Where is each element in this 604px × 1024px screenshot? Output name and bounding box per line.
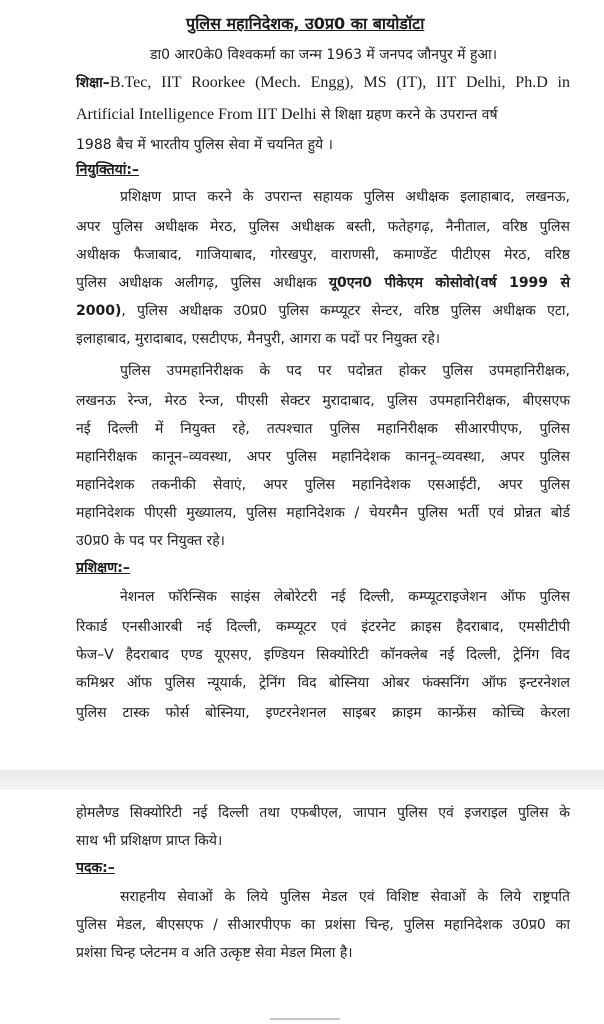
appointments-p1-line-6: इलाहाबाद, मुरादाबाद, एसटीएफ, मैनपुरी, आगरा क पदों पर नियुक्त रहे।	[76, 331, 441, 347]
training-heading: प्रशिक्षण:–	[76, 560, 130, 576]
appointments-p1-line-2: अपर पुलिस अधीक्षक मेरठ, पुलिस अधीक्षक बस्ती, फतेहगढ़, नैनीताल, वरिष्ठ पुलिस	[76, 219, 570, 235]
appointments-p2-line-3: नई दिल्ली में नियुक्त रहे, तत्पश्चात पुलिस महानिरीक्षक सीआरपीएफ, पुलिस	[76, 421, 570, 437]
page-title: पुलिस महानिदेशक, उ0प्र0 का बायोडॉटा	[186, 14, 425, 33]
document-page-2	[0, 790, 604, 1024]
appointments-p2-line-2: लखनऊ रेन्ज, मेरठ रेन्ज, पीएसी सेक्टर मुरादाबाद, पुलिस उपमहानिरीक्षक, बीएसएफ	[76, 393, 570, 409]
education-line-1	[76, 74, 570, 92]
appointments-heading: नियुक्तियां:–	[76, 162, 139, 178]
medals-line-2: पुलिस मेडल, बीएसएफ / सीआरपीएफ का प्रशंसा चिन्ह, पुलिस महानिदेशक उ0प्र0 का	[76, 917, 570, 933]
education-line-2	[76, 106, 570, 124]
appointments-p1-line-4	[76, 274, 570, 292]
training-cont-line-2: साथ भी प्रशिक्षण प्राप्त किये।	[76, 833, 223, 849]
education-degrees-2: Artificial Intelligence From IIT Delhi	[76, 106, 317, 123]
education-line-3: 1988 बैच में भारतीय पुलिस सेवा में चयनित हुये ।	[76, 137, 333, 153]
page-break	[0, 770, 604, 790]
appointments-p1-line-4a: पुलिस अधीक्षक अलीगढ़, पुलिस अधीक्षक	[76, 275, 317, 291]
appointments-p1-line-1: प्रशिक्षण प्राप्त करने के उपरान्त सहायक पुलिस अधीक्षक इलाहाबाद, लखनऊ,	[120, 189, 570, 205]
bottom-divider	[270, 1018, 340, 1020]
intro-text: डा0 आर0के0 विश्वकर्मा का जन्म 1963 में जनपद जौनपुर में हुआ।	[150, 47, 498, 63]
medals-heading: पदक:–	[76, 860, 115, 876]
appointments-p1-line-5b: , पुलिस अधीक्षक उ0प्र0 पुलिस कम्प्यूटर सेन्टर, वरिष्ठ पुलिस अधीक्षक एटा,	[121, 303, 570, 319]
appointments-p2-line-5: महानिदेशक तकनीकी सेवाएं, अपर पुलिस महानिदेशक एसआईटी, अपर पुलिस	[76, 477, 570, 493]
training-line-4: कमिश्नर ऑफ पुलिस न्यूयार्क, ट्रेनिंग विद बोस्निया ओबर फंक्सनिंग ऑफ इन्टरनेशल	[76, 675, 570, 691]
appointments-p1-line-3: अधीक्षक फैजाबाद, गाजियाबाद, गोरखपुर, वाराणसी, कमाण्डेंट पीटीएस मेरठ, वरिष्ठ	[76, 247, 570, 263]
education-degrees-1: B.Tec, IIT Roorkee (Mech. Engg), MS (IT), IIT Delhi, Ph.D in	[109, 74, 570, 91]
appointments-p2-line-6: महानिदेशक पीएसी मुख्यालय, पुलिस महानिदेशक / चेयरमैन पुलिस भर्ती एवं प्रोन्नत बोर्ड	[76, 505, 570, 521]
appointments-kosovo-year: 2000)	[76, 303, 122, 319]
appointments-kosovo: यू0एन0 पीकेएम कोसोवो(वर्ष 1999 से	[328, 275, 570, 291]
education-line-2-rest: से शिक्षा ग्रहण करने के उपरान्त वर्ष	[320, 107, 498, 123]
training-line-1: नेशनल फॉरेन्सिक साइंस लेबोरेटरी नई दिल्ली, कम्प्यूटराइजेशन ऑफ पुलिस	[120, 589, 570, 605]
medals-line-1: सराहनीय सेवाओं के लिये पुलिस मेडल एवं विशिष्ट सेवाओं के लिये राष्ट्रपति	[120, 889, 570, 905]
training-line-3: फेज–V हैदराबाद एण्ड यूएसए, इण्डियन सिक्योरिटी कॉनक्लेब नई दिल्ली, ट्रेनिंग विद	[76, 647, 570, 663]
training-line-5: पुलिस टास्क फोर्स बोस्निया, इण्टरनेशनल साइबर क्राइम कान्फ्रेंस कोच्चि केरला	[76, 705, 570, 721]
appointments-p2-line-7: उ0प्र0 के पद पर नियुक्त रहे।	[76, 533, 225, 549]
medals-line-3: प्रशंसा चिन्ह प्लेटनम व अति उत्कृष्ट सेवा मेडल मिला है।	[76, 945, 353, 961]
training-line-2: रिकार्ड एनसीआरबी नई दिल्ली, कम्प्यूटर एवं इंटरनेट क्राइस हैदराबाद, एमसीटीपी	[76, 619, 570, 635]
training-cont-line-1: होमलैण्ड सिक्योरिटी नई दिल्ली तथा एफबीएल, जापान पुलिस एवं इजराइल पुलिस के	[76, 805, 570, 821]
appointments-p1-line-5	[76, 302, 570, 320]
education-label: शिक्षा–	[76, 75, 110, 91]
appointments-p2-line-4: महानिरीक्षक कानून–व्यवस्था, अपर पुलिस महानिदेशक काननू–व्यवस्था, अपर पुलिस	[76, 449, 570, 465]
appointments-p2-line-1: पुलिस उपमहानिरीक्षक के पद पर पदोन्नत होकर पुलिस उपमहानिरीक्षक,	[120, 363, 570, 379]
